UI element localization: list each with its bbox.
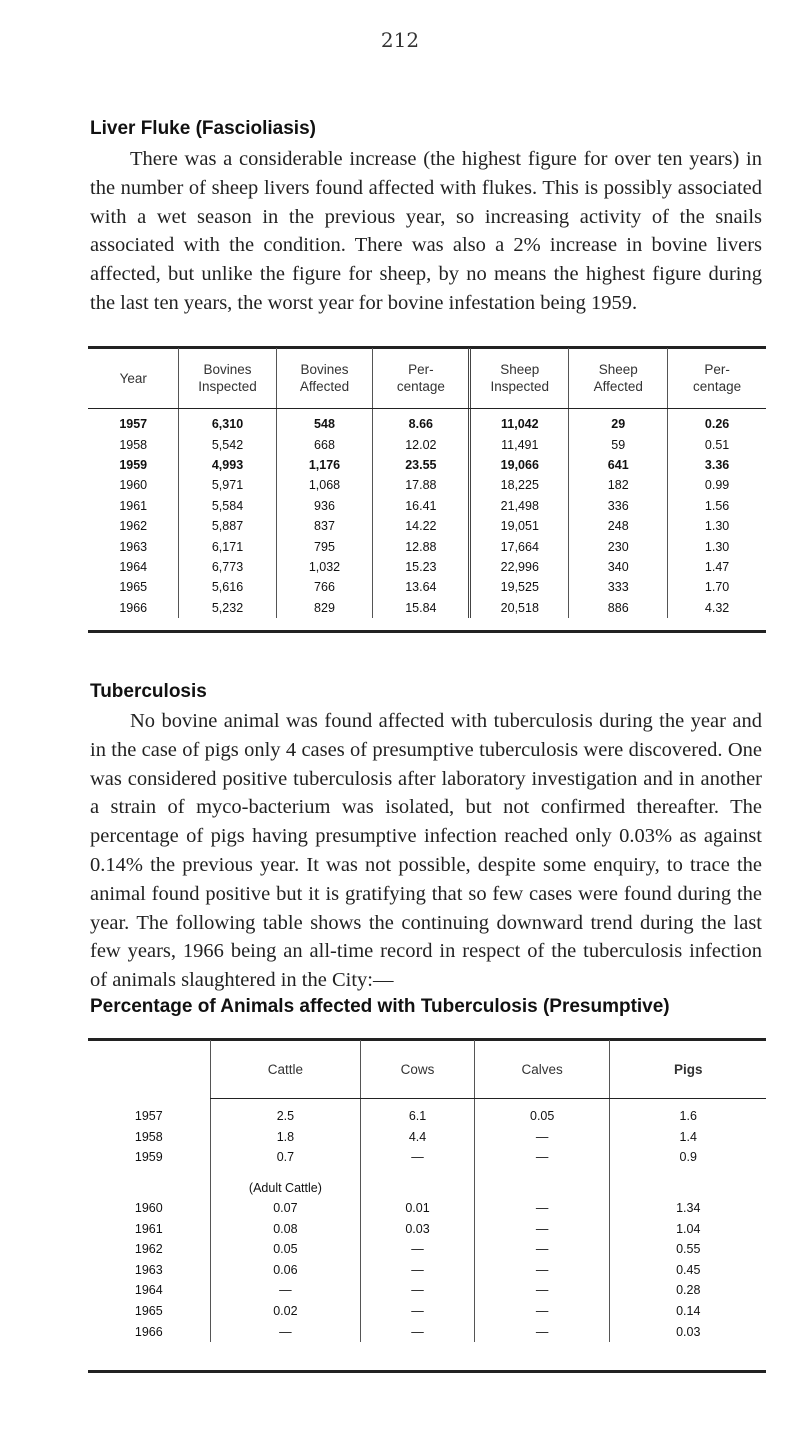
- table1-cell-sheep-affected: 340: [569, 557, 668, 577]
- table1-cell-bovines-affected: 795: [276, 536, 373, 556]
- table1-cell-sheep-inspected: 21,498: [470, 496, 569, 516]
- table1-cell-sheep-inspected: 17,664: [470, 536, 569, 556]
- table2-cell-calves: —: [474, 1239, 610, 1260]
- table2-row: [88, 1239, 766, 1260]
- table1-cell-bovines-inspected: 4,993: [179, 455, 276, 475]
- table2-note-blank: [88, 1168, 210, 1198]
- table2-cell-year: 1960: [134, 1201, 163, 1216]
- table2-header-row: [88, 1040, 766, 1098]
- table2-cell-year: 1959: [134, 1150, 163, 1165]
- table1-row: [88, 516, 766, 536]
- table2-cell-year: 1966: [134, 1324, 163, 1339]
- table2-cell-cattle: 0.7: [210, 1147, 361, 1168]
- table1-cell-sheep-inspected: 22,996: [470, 557, 569, 577]
- table2-row: [88, 1280, 766, 1301]
- table1-cell-percentage-sheep: 1.56: [668, 496, 766, 516]
- table2-note-blank: [361, 1168, 475, 1198]
- table1-cell-percentage-bovine: 23.55: [373, 455, 470, 475]
- table1-cell-sheep-inspected: 19,051: [470, 516, 569, 536]
- table1-cell-bovines-inspected: 5,584: [179, 496, 276, 516]
- table2-row: [88, 1301, 766, 1322]
- table1-cell-sheep-affected: 333: [569, 577, 668, 597]
- table2-cell-year: 1958: [134, 1129, 163, 1144]
- table1-cell-percentage-sheep: 0.99: [668, 475, 766, 495]
- table2-cell-year: 1962: [134, 1242, 163, 1257]
- table2-cell-pigs: 0.03: [610, 1321, 766, 1342]
- table2-cell-cattle: 0.06: [210, 1260, 361, 1281]
- table2-row: [88, 1321, 766, 1342]
- table1-cell-year: 1958: [119, 437, 148, 452]
- page-number: 212: [380, 28, 420, 52]
- table1-cell-year: 1961: [119, 498, 148, 513]
- table2-row: [88, 1147, 766, 1168]
- table1-cell-bovines-inspected: 5,542: [179, 434, 276, 454]
- table1-cell-sheep-inspected: 11,491: [470, 434, 569, 454]
- table1-cell-bovines-affected: 1,176: [276, 455, 373, 475]
- table1-cell-percentage-sheep: 0.51: [668, 434, 766, 454]
- table1-cell-bovines-inspected: 5,232: [179, 598, 276, 618]
- table2-cell-pigs: 1.6: [610, 1098, 766, 1127]
- table1-cell-percentage-bovine: 17.88: [373, 475, 470, 495]
- table1-cell-sheep-inspected: 18,225: [470, 475, 569, 495]
- table2-cell-cows: 0.01: [361, 1198, 475, 1219]
- table1-cell-percentage-bovine: 8.66: [373, 408, 470, 434]
- table1-header-bovines-affected: Bovines Affected: [276, 348, 373, 408]
- table2-cell-cattle: 0.07: [210, 1198, 361, 1219]
- table2-cell-cows: —: [361, 1239, 475, 1260]
- table2-cell-cows: —: [361, 1147, 475, 1168]
- table1-cell-sheep-inspected: 11,042: [470, 408, 569, 434]
- table2-cell-pigs: 0.55: [610, 1239, 766, 1260]
- table1-row: [88, 408, 766, 434]
- table1-row: [88, 577, 766, 597]
- table1-header-year: Year: [119, 370, 147, 386]
- table2-row: [88, 1260, 766, 1281]
- table1-cell-percentage-bovine: 13.64: [373, 577, 470, 597]
- table1-header-sheep-affected: Sheep Affected: [569, 348, 668, 408]
- table2-note-adult-cattle: (Adult Cattle): [210, 1168, 361, 1198]
- table2-cell-cows: —: [361, 1260, 475, 1281]
- table1-cell-sheep-inspected: 20,518: [470, 598, 569, 618]
- table1-cell-sheep-inspected: 19,066: [470, 455, 569, 475]
- table2-header-cattle: Cattle: [210, 1040, 361, 1098]
- table1-row: [88, 434, 766, 454]
- table1-cell-year: 1959: [119, 457, 148, 472]
- table2-title: Percentage of Animals affected with Tuberculosis (Presumptive): [90, 996, 670, 1017]
- table2-cell-cows: 6.1: [361, 1098, 475, 1127]
- table1-cell-sheep-affected: 59: [569, 434, 668, 454]
- table1-cell-sheep-affected: 230: [569, 536, 668, 556]
- table1-cell-bovines-inspected: 6,773: [179, 557, 276, 577]
- table2-body: [88, 1098, 766, 1342]
- table2-cell-cows: 4.4: [361, 1127, 475, 1148]
- table2-row: [88, 1198, 766, 1219]
- table2-cell-year: 1965: [134, 1304, 163, 1319]
- table1-cell-percentage-bovine: 15.84: [373, 598, 470, 618]
- table2-cell-cows: —: [361, 1280, 475, 1301]
- table1-cell-sheep-affected: 29: [569, 408, 668, 434]
- table1-cell-bovines-affected: 668: [276, 434, 373, 454]
- table2-header-cows: Cows: [361, 1040, 475, 1098]
- table2-cell-pigs: 0.14: [610, 1301, 766, 1322]
- table1-cell-percentage-sheep: 3.36: [668, 455, 766, 475]
- table2-cell-pigs: 1.34: [610, 1198, 766, 1219]
- table2-header-pigs: Pigs: [610, 1040, 766, 1098]
- table1-header-percentage-sheep: Per- centage: [668, 348, 766, 408]
- table1-cell-bovines-inspected: 6,310: [179, 408, 276, 434]
- table2-cell-calves: —: [474, 1218, 610, 1239]
- table1-row: [88, 536, 766, 556]
- table2-cell-pigs: 1.4: [610, 1127, 766, 1148]
- liver-fluke-table: [88, 348, 766, 618]
- table1-bottom-rule: [88, 630, 766, 633]
- table1-row: [88, 598, 766, 618]
- table1-header-rule: [88, 408, 766, 409]
- table1-cell-year: 1965: [119, 580, 148, 595]
- table2-cell-year: 1963: [134, 1262, 163, 1277]
- table1-row: [88, 455, 766, 475]
- table2-row: [88, 1127, 766, 1148]
- table1-cell-sheep-affected: 641: [569, 455, 668, 475]
- tuberculosis-paragraph: No bovine animal was found affected with tuberculosis during the year and in the case of pigs only 4 cases of presumptive tuberculosis were discovered. One was considered positive tuberculosis after laboratory investigation and in another a strain of myco-bacterium was isolated, but not confirmed thereafter. The percentage of pigs having presumptive infection reached only 0.03% as against 0.14% the previous year. It was not possible, despite some enquiry, to trace the animal found positive but it is gratifying that so few cases were found during the year. The following table shows the continuing downward trend during the last few years, 1966 being an all-time record in respect of the tuberculosis infection of animals slaughtered in the City:—: [90, 710, 762, 992]
- table1-cell-bovines-affected: 837: [276, 516, 373, 536]
- table1-cell-percentage-sheep: 1.30: [668, 516, 766, 536]
- table1-cell-year: 1957: [119, 417, 148, 432]
- table2-cell-year: 1957: [134, 1109, 163, 1124]
- table1-cell-sheep-affected: 182: [569, 475, 668, 495]
- table1-cell-year: 1962: [119, 519, 148, 534]
- table2-cell-pigs: 1.04: [610, 1218, 766, 1239]
- table2-cell-year: 1961: [134, 1221, 163, 1236]
- table2-cell-cattle: 0.05: [210, 1239, 361, 1260]
- table2-note-blank: [610, 1168, 766, 1198]
- table1-body: [88, 408, 766, 618]
- table1-cell-percentage-sheep: 1.30: [668, 536, 766, 556]
- table2-row: [88, 1218, 766, 1239]
- table1-cell-percentage-sheep: 1.47: [668, 557, 766, 577]
- table1-cell-sheep-affected: 336: [569, 496, 668, 516]
- table2-header-rule: [210, 1098, 766, 1099]
- table1-cell-sheep-affected: 248: [569, 516, 668, 536]
- table2-cell-pigs: 0.28: [610, 1280, 766, 1301]
- table1-cell-percentage-bovine: 15.23: [373, 557, 470, 577]
- liver-fluke-paragraph: There was a considerable increase (the highest figure for over ten years) in the number of sheep livers found affected with flukes. This is possibly associated with a wet season in the previous year, so increasing activity of the snails associated with the condition. There was also a 2% increase in bovine livers affected, but unlike the figure for sheep, by no means the highest figure during the last ten years, the worst year for bovine infestation being 1959.: [90, 148, 762, 314]
- table1-cell-percentage-bovine: 12.88: [373, 536, 470, 556]
- table1-row: [88, 496, 766, 516]
- table2-cell-calves: —: [474, 1127, 610, 1148]
- table1-cell-bovines-affected: 936: [276, 496, 373, 516]
- table1-header-sheep-inspected: Sheep Inspected: [470, 348, 569, 408]
- table1-row: [88, 475, 766, 495]
- table2-bottom-rule: [88, 1370, 766, 1373]
- table1-cell-bovines-affected: 1,032: [276, 557, 373, 577]
- table2-cell-cattle: 0.02: [210, 1301, 361, 1322]
- table1-cell-percentage-sheep: 1.70: [668, 577, 766, 597]
- table2-row: [88, 1098, 766, 1127]
- table1-cell-sheep-inspected: 19,525: [470, 577, 569, 597]
- table2-cell-calves: 0.05: [474, 1098, 610, 1127]
- table1-row: [88, 557, 766, 577]
- table1-cell-bovines-inspected: 5,616: [179, 577, 276, 597]
- table2-cell-calves: —: [474, 1260, 610, 1281]
- table1-cell-percentage-sheep: 4.32: [668, 598, 766, 618]
- table2-cell-pigs: 0.45: [610, 1260, 766, 1281]
- table2-cell-year: 1964: [134, 1283, 163, 1298]
- table1-cell-year: 1966: [119, 600, 148, 615]
- table2-note-row: [88, 1168, 766, 1198]
- table1-cell-bovines-inspected: 5,971: [179, 475, 276, 495]
- table2-header-blank: [88, 1040, 210, 1098]
- table2-cell-calves: —: [474, 1147, 610, 1168]
- table1-cell-percentage-bovine: 14.22: [373, 516, 470, 536]
- table2-cell-cows: 0.03: [361, 1218, 475, 1239]
- table1-cell-bovines-inspected: 6,171: [179, 536, 276, 556]
- table1-cell-bovines-affected: 829: [276, 598, 373, 618]
- table1-header-bovines-inspected: Bovines Inspected: [179, 348, 276, 408]
- table2-header-calves: Calves: [474, 1040, 610, 1098]
- table2-cell-pigs: 0.9: [610, 1147, 766, 1168]
- table1-cell-bovines-affected: 548: [276, 408, 373, 434]
- table1-cell-percentage-bovine: 12.02: [373, 434, 470, 454]
- table2-cell-cows: —: [361, 1321, 475, 1342]
- table1-cell-year: 1963: [119, 539, 148, 554]
- table1-cell-bovines-affected: 766: [276, 577, 373, 597]
- liver-fluke-heading: Liver Fluke (Fascioliasis): [90, 118, 316, 139]
- table2-cell-cattle: 1.8: [210, 1127, 361, 1148]
- tuberculosis-heading: Tuberculosis: [90, 681, 207, 702]
- table2-cell-cattle: —: [210, 1321, 361, 1342]
- table1-cell-year: 1960: [119, 478, 148, 493]
- table2-cell-cattle: 2.5: [210, 1098, 361, 1127]
- table1-header-row: [88, 348, 766, 408]
- table2-cell-calves: —: [474, 1321, 610, 1342]
- tuberculosis-table: [88, 1040, 766, 1342]
- table2-cell-calves: —: [474, 1301, 610, 1322]
- table1-cell-bovines-affected: 1,068: [276, 475, 373, 495]
- table1-cell-percentage-bovine: 16.41: [373, 496, 470, 516]
- table2-cell-cattle: —: [210, 1280, 361, 1301]
- table2-cell-cattle: 0.08: [210, 1218, 361, 1239]
- table1-cell-bovines-inspected: 5,887: [179, 516, 276, 536]
- table1-header-percentage-bovine: Per- centage: [373, 348, 470, 408]
- table2-cell-calves: —: [474, 1198, 610, 1219]
- table1-cell-sheep-affected: 886: [569, 598, 668, 618]
- table1-cell-year: 1964: [119, 559, 148, 574]
- table2-note-blank: [474, 1168, 610, 1198]
- table2-cell-cows: —: [361, 1301, 475, 1322]
- table2-cell-calves: —: [474, 1280, 610, 1301]
- table1-cell-percentage-sheep: 0.26: [668, 408, 766, 434]
